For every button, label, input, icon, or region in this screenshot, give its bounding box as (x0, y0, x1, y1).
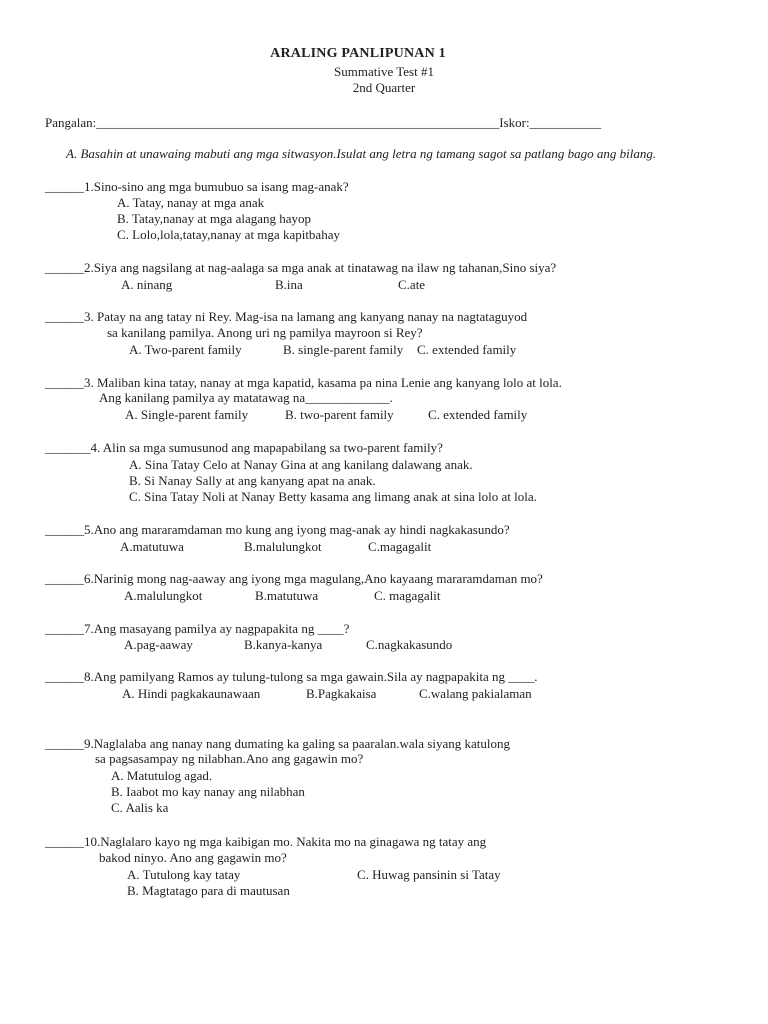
question-5-choice-b: B.malulungkot (244, 539, 322, 554)
question-7-choice-a: A.pag-aaway (124, 637, 193, 652)
quarter-label: 2nd Quarter (352, 80, 416, 95)
question-7-choice-c: C.nagkakasundo (366, 637, 453, 652)
question-3b-choice-b: B. two-parent family (285, 407, 394, 422)
question-9-choice-c: C. Aalis ka (111, 800, 169, 815)
question-1-stem: ______1.Sino-sino ang mga bumubuo sa isang mag-anak? (45, 179, 349, 194)
question-9-choice-a: A. Matutulog agad. (111, 768, 213, 783)
question-8-choice-c: C.walang pakialaman (419, 686, 532, 701)
question-3-choice-a: A. Two-parent family (129, 342, 242, 357)
question-3-stem: ______3. Patay na ang tatay ni Rey. Mag-isa na lamang ang kanyang nanay na nagtataguyod (45, 309, 528, 324)
question-5-choice-a: A.matutuwa (120, 539, 184, 554)
question-2-choice-b: B.ina (275, 277, 303, 292)
question-3-choice-b: B. single-parent family (283, 342, 404, 357)
question-10-choice-c: C. Huwag pansinin si Tatay (357, 867, 501, 882)
question-7-choice-b: B.kanya-kanya (244, 637, 323, 652)
question-5-stem: ______5.Ano ang mararamdaman mo kung ang iyong mag-anak ay hindi nagkakasundo? (45, 522, 510, 537)
question-8-stem: ______8.Ang pamilyang Ramos ay tulung-tulong sa mga gawain.Sila ay nagpapakita ng ____. (45, 669, 538, 684)
question-6-stem: ______6.Narinig mong nag-aaway ang iyong mga magulang,Ano kayaang mararamdaman mo? (45, 571, 543, 586)
question-10-stem-cont: bakod ninyo. Ano ang gagawin mo? (99, 850, 287, 865)
question-8-choice-b: B.Pagkakaisa (306, 686, 377, 701)
question-3b-choice-c: C. extended family (428, 407, 528, 422)
name-score-line: Pangalan:______________________________________________________________Iskor:___________ (45, 115, 602, 130)
question-4-stem: _______4. Alin sa mga sumusunod ang mapapabilang sa two-parent family? (45, 440, 443, 455)
question-3b-stem: ______3. Maliban kina tatay, nanay at mga kapatid, kasama pa nina Lenie ang kanyang lolo at lola. (45, 375, 562, 390)
question-6-choice-c: C. magagalit (374, 588, 441, 603)
question-3-stem-cont: sa kanilang pamilya. Anong uri ng pamilya mayroon si Rey? (107, 325, 423, 340)
question-10-stem: ______10.Naglalaro kayo ng mga kaibigan mo. Nakita mo na ginagawa ng tatay ang (45, 834, 487, 849)
question-3b-stem-cont: Ang kanilang pamilya ay matatawag na_____________. (99, 390, 393, 405)
question-3b-choice-a: A. Single-parent family (125, 407, 249, 422)
question-4-choice-a: A. Sina Tatay Celo at Nanay Gina at ang kanilang dalawang anak. (129, 457, 473, 472)
question-9-choice-b: B. Iaabot mo kay nanay ang nilabhan (111, 784, 305, 799)
question-2-choice-c: C.ate (398, 277, 426, 292)
question-1-choice-c: C. Lolo,lola,tatay,nanay at mga kapitbahay (117, 227, 340, 242)
test-title: ARALING PANLIPUNAN 1 (270, 46, 446, 61)
question-4-choice-b: B. Si Nanay Sally at ang kanyang apat na anak. (129, 473, 376, 488)
question-10-choice-a: A. Tutulong kay tatay (127, 867, 241, 882)
question-6-choice-a: A.malulungkot (124, 588, 203, 603)
question-7-stem: ______7.Ang masayang pamilya ay nagpapakita ng ____? (45, 621, 350, 636)
test-subtitle: Summative Test #1 (334, 64, 434, 79)
question-2-choice-a: A. ninang (121, 277, 173, 292)
question-9-stem-cont: sa pagsasampay ng nilabhan.Ano ang gagawin mo? (95, 751, 364, 766)
question-6-choice-b: B.matutuwa (255, 588, 319, 603)
question-9-stem: ______9.Naglalaba ang nanay nang dumating ka galing sa paaralan.wala siyang katulong (45, 736, 510, 751)
question-4-choice-c: C. Sina Tatay Noli at Nanay Betty kasama ang limang anak at sina lolo at lola. (129, 489, 537, 504)
question-1-choice-a: A. Tatay, nanay at mga anak (117, 195, 265, 210)
question-8-choice-a: A. Hindi pagkakaunawaan (122, 686, 261, 701)
question-10-choice-b: B. Magtatago para di mautusan (127, 883, 290, 898)
question-5-choice-c: C.magagalit (368, 539, 432, 554)
question-2-stem: ______2.Siya ang nagsilang at nag-aalaga sa mga anak at tinatawag na ilaw ng tahanan,Sino siya? (45, 260, 557, 275)
question-1-choice-b: B. Tatay,nanay at mga alagang hayop (117, 211, 312, 226)
question-3-choice-c: C. extended family (417, 342, 517, 357)
instruction: A. Basahin at unawaing mabuti ang mga sitwasyon.Isulat ang letra ng tamang sagot sa patlang bago ang bilang. (66, 146, 657, 161)
